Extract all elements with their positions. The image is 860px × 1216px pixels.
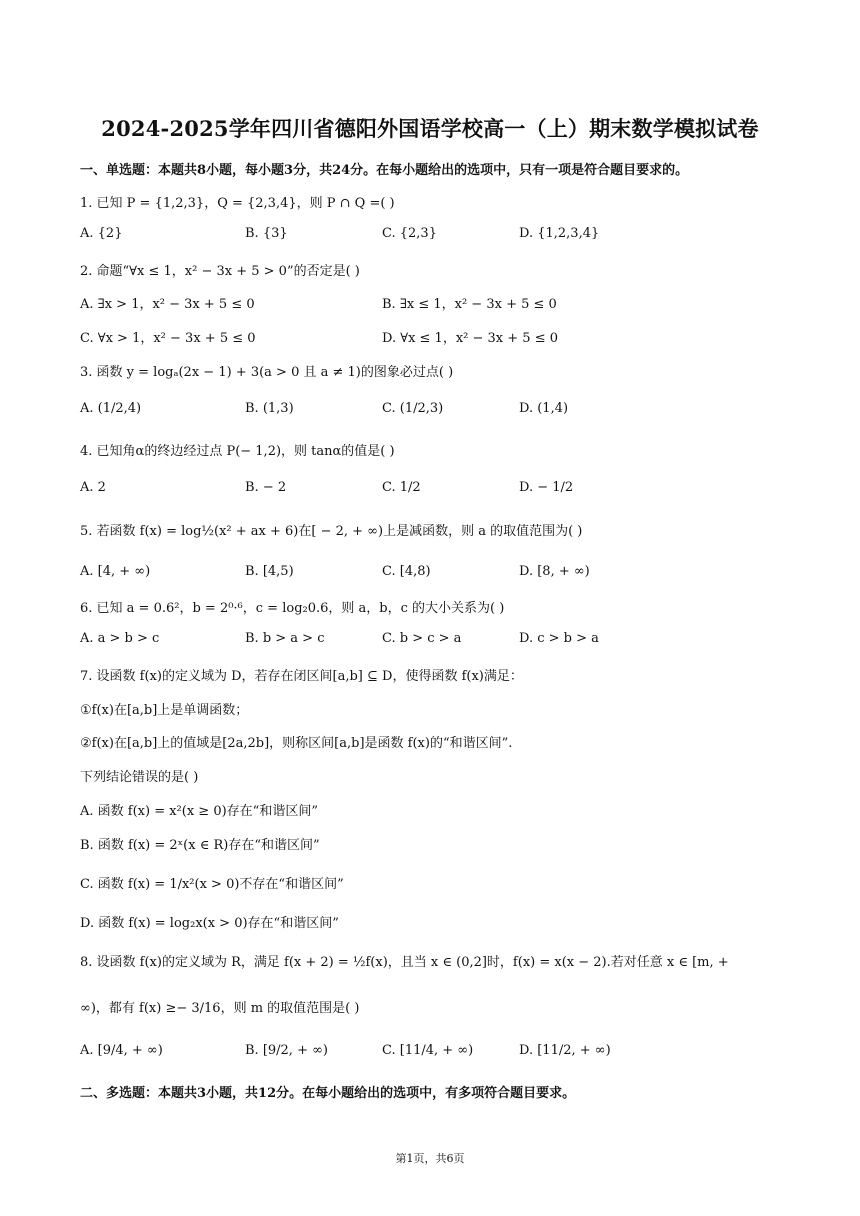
question-1: 1. 已知 P = {1,2,3}，Q = {2,3,4}，则 P ∩ Q =( ) (80, 196, 395, 211)
q2-option-a: A. ∃x > 1，x² − 3x + 5 ≤ 0 (80, 297, 255, 312)
question-8: 8. 设函数 f(x)的定义域为 R，满足 f(x + 2) = ½f(x)，且当 x ∈ (0,2]时，f(x) = x(x − 2).若对任意 x ∈ [m, + (80, 955, 729, 970)
q3-option-c: C. (1/2,3) (382, 401, 444, 416)
q4-option-b: B. − 2 (245, 480, 287, 495)
page-title: 2024-2025学年四川省德阳外国语学校高一（上）期末数学模拟试卷 (101, 116, 759, 141)
q7-option-a: A. 函数 f(x) = x²(x ≥ 0)存在“和谐区间” (80, 804, 318, 819)
q8-continuation: ∞)，都有 f(x) ≥− 3/16，则 m 的取值范围是( ) (80, 1001, 360, 1016)
q1-option-a: A. {2} (80, 226, 123, 241)
q5-option-a: A. [4, + ∞) (80, 564, 151, 579)
q2-option-b: B. ∃x ≤ 1，x² − 3x + 5 ≤ 0 (382, 297, 557, 312)
q6-option-a: A. a > b > c (80, 631, 160, 646)
q4-option-a: A. 2 (80, 480, 106, 495)
question-4: 4. 已知角α的终边经过点 P(− 1,2)，则 tanα的值是( ) (80, 444, 395, 459)
section-heading-multi-choice: 二、多选题：本题共3小题，共12分。在每小题给出的选项中，有多项符合题目要求。 (80, 1086, 576, 1101)
question-5: 5. 若函数 f(x) = log½(x² + ax + 6)在[ − 2, + ∞)上是减函数，则 a 的取值范围为( ) (80, 524, 583, 539)
section-heading-single-choice: 一、单选题：本题共8小题，每小题3分，共24分。在每小题给出的选项中，只有一项是符合题目要求的。 (80, 163, 689, 178)
q8-option-c: C. [11/4, + ∞) (382, 1043, 474, 1058)
q7-option-d: D. 函数 f(x) = log₂x(x > 0)存在“和谐区间” (80, 916, 339, 931)
q2-option-d: D. ∀x ≤ 1，x² − 3x + 5 ≤ 0 (382, 331, 558, 346)
q8-option-b: B. [9/2, + ∞) (245, 1043, 329, 1058)
question-3: 3. 函数 y = logₐ(2x − 1) + 3(a > 0 且 a ≠ 1)的图象必过点( ) (80, 365, 454, 380)
question-6: 6. 已知 a = 0.6²，b = 2⁰·⁶，c = log₂0.6，则 a，b，c 的大小关系为( ) (80, 601, 505, 616)
question-7: 7. 设函数 f(x)的定义域为 D，若存在闭区间[a,b] ⊆ D，使得函数 f(x)满足： (80, 669, 523, 684)
q7-option-c: C. 函数 f(x) = 1/x²(x > 0)不存在“和谐区间” (80, 877, 344, 892)
q7-option-b: B. 函数 f(x) = 2ˣ(x ∈ R)存在“和谐区间” (80, 838, 320, 853)
q5-option-c: C. [4,8) (382, 564, 431, 579)
q7-prompt: 下列结论错误的是( ) (80, 770, 199, 785)
q7-condition-1: ①f(x)在[a,b]上是单调函数； (80, 703, 249, 718)
question-2: 2. 命题“∀x ≤ 1，x² − 3x + 5 > 0”的否定是( ) (80, 264, 360, 279)
q2-option-c: C. ∀x > 1，x² − 3x + 5 ≤ 0 (80, 331, 256, 346)
q5-option-b: B. [4,5) (245, 564, 294, 579)
q7-condition-2: ②f(x)在[a,b]上的值域是[2a,2b]，则称区间[a,b]是函数 f(x)的“和谐区间”. (80, 736, 513, 751)
q4-option-d: D. − 1/2 (519, 480, 574, 495)
q6-option-d: D. c > b > a (519, 631, 599, 646)
q5-option-d: D. [8, + ∞) (519, 564, 590, 579)
q3-option-a: A. (1/2,4) (80, 401, 142, 416)
q1-option-c: C. {2,3} (382, 226, 437, 241)
q3-option-b: B. (1,3) (245, 401, 294, 416)
q3-option-d: D. (1,4) (519, 401, 569, 416)
q6-option-b: B. b > a > c (245, 631, 325, 646)
q8-option-d: D. [11/2, + ∞) (519, 1043, 611, 1058)
q4-option-c: C. 1/2 (382, 480, 421, 495)
q8-option-a: A. [9/4, + ∞) (80, 1043, 163, 1058)
q6-option-c: C. b > c > a (382, 631, 462, 646)
page-footer: 第1页，共6页 (395, 1152, 465, 1165)
q1-option-d: D. {1,2,3,4} (519, 226, 600, 241)
q1-option-b: B. {3} (245, 226, 288, 241)
